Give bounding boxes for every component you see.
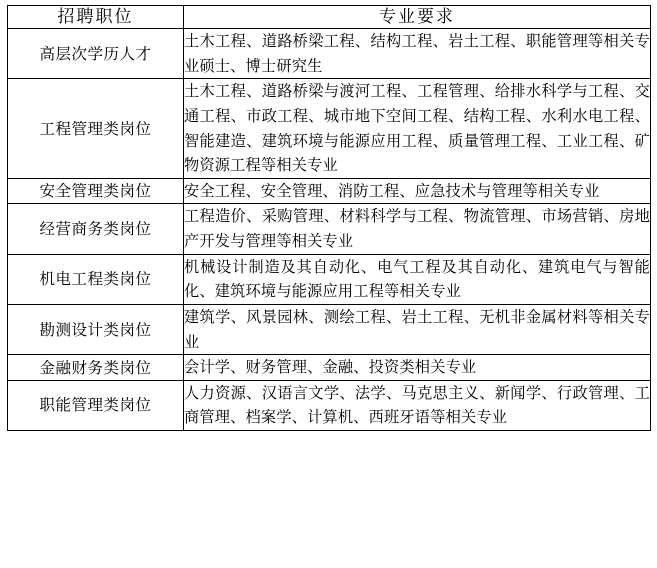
cell-position: 勘测设计类岗位	[8, 304, 184, 354]
cell-position: 工程管理类岗位	[8, 79, 184, 179]
table-row	[8, 304, 651, 354]
cell-major: 建筑学、风景园林、测绘工程、岩土工程、无机非金属材料等相关专业	[184, 304, 651, 354]
table-row	[8, 380, 651, 430]
recruitment-requirements-table	[7, 5, 651, 431]
cell-position: 高层次学历人才	[8, 29, 184, 79]
table-row	[8, 178, 651, 204]
cell-major: 安全工程、安全管理、消防工程、应急技术与管理等相关专业	[184, 178, 651, 204]
cell-major: 会计学、财务管理、金融、投资类相关专业	[184, 355, 651, 381]
table-row	[8, 79, 651, 179]
table-header	[8, 6, 651, 29]
table-body	[8, 29, 651, 431]
table-row	[8, 29, 651, 79]
cell-major: 土木工程、道路桥梁与渡河工程、工程管理、给排水科学与工程、交通工程、市政工程、城市地下空间工程、结构工程、水利水电工程、智能建造、建筑环境与能源应用工程、质量管理工程、工业工程、矿物资源工程等相关专业	[184, 79, 651, 179]
table-row	[8, 355, 651, 381]
cell-position: 机电工程类岗位	[8, 254, 184, 304]
cell-major: 工程造价、采购管理、材料科学与工程、物流管理、市场营销、房地产开发与管理等相关专业	[184, 204, 651, 254]
column-header-major: 专业要求	[184, 6, 651, 29]
cell-major: 人力资源、汉语言文学、法学、马克思主义、新闻学、行政管理、工商管理、档案学、计算机、西班牙语等相关专业	[184, 380, 651, 430]
cell-major: 机械设计制造及其自动化、电气工程及其自动化、建筑电气与智能化、建筑环境与能源应用工程等相关专业	[184, 254, 651, 304]
table-row	[8, 254, 651, 304]
cell-position: 经营商务类岗位	[8, 204, 184, 254]
table-header-row	[8, 6, 651, 29]
column-header-position: 招聘职位	[8, 6, 184, 29]
cell-position: 金融财务类岗位	[8, 355, 184, 381]
cell-position: 职能管理类岗位	[8, 380, 184, 430]
table-row	[8, 204, 651, 254]
cell-position: 安全管理类岗位	[8, 178, 184, 204]
cell-major: 土木工程、道路桥梁工程、结构工程、岩土工程、职能管理等相关专业硕士、博士研究生	[184, 29, 651, 79]
